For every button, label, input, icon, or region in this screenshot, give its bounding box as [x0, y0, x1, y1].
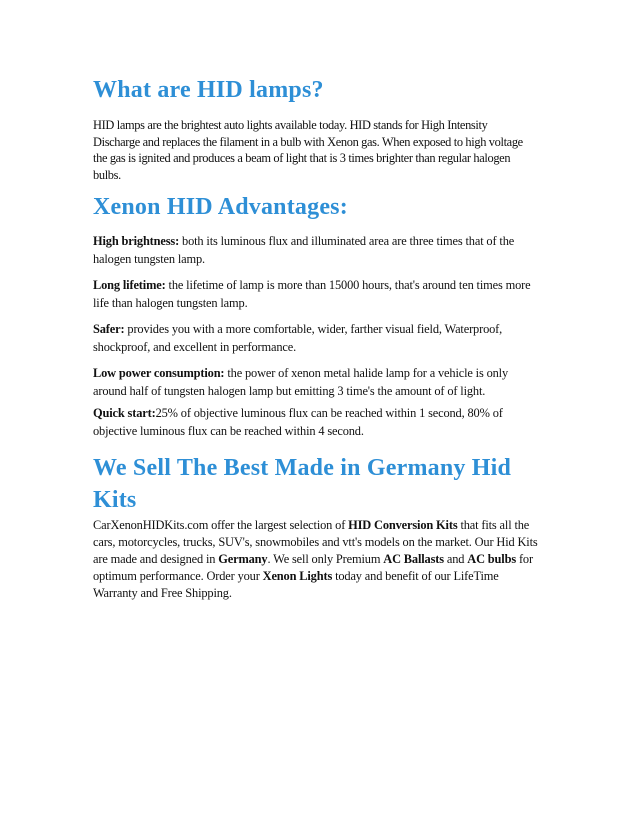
sell-bold-xenon-lights: Xenon Lights [262, 569, 333, 583]
sell-paragraph [93, 517, 541, 602]
advantage-item-lifetime [93, 277, 541, 312]
advantage-text: both its luminous flux and illuminated area are three times that of the halogen tungsten lamp. [93, 234, 515, 266]
advantage-label: Safer: [93, 322, 125, 336]
advantage-label: Quick start: [93, 406, 156, 420]
sell-bold-germany: Germany [218, 552, 268, 566]
sell-text: that fits all the cars, motorcycles, trucks, SUV's, snowmobiles and vtt's models on the market. Our Hid Kits are made and designed in [93, 518, 538, 566]
advantage-text: the lifetime of lamp is more than 15000 hours, that's around ten times more life than halogen tungsten lamp. [93, 278, 531, 310]
advantage-text: the power of xenon metal halide lamp for a vehicle is only around half of tungsten halogen lamp but emitting 3 time's the amount of of light. [93, 366, 509, 398]
advantage-item-low-power [93, 365, 541, 400]
advantage-label: Low power consumption: [93, 366, 225, 380]
advantage-text: provides you with a more comfortable, wider, farther visual field, Waterproof, shockproof, and excellent in performance. [93, 322, 503, 354]
advantage-item-quick-start [93, 405, 541, 440]
sell-bold-ac-bulbs: AC bulbs [467, 552, 516, 566]
sell-text: and [443, 552, 468, 566]
advantage-label: High brightness: [93, 234, 180, 248]
sell-text: CarXenonHIDKits.com offer the largest selection of [93, 518, 349, 532]
sell-text: today and benefit of our LifeTime Warranty and Free Shipping. [93, 569, 499, 600]
advantage-label: Long lifetime: [93, 278, 166, 292]
heading-xenon-hid-advantages: Xenon HID Advantages: [93, 194, 348, 220]
heading-what-are-hid-lamps: What are HID lamps? [93, 77, 324, 103]
heading-we-sell-the-best: We Sell The Best Made in Germany Hid Kits [93, 455, 512, 513]
sell-bold-ac-ballasts: AC Ballasts [383, 552, 444, 566]
advantage-item-brightness [93, 233, 541, 268]
advantage-item-safer [93, 321, 541, 356]
advantage-text: 25% of objective luminous flux can be reached within 1 second, 80% of objective luminous flux can be reached within 4 second. [93, 406, 503, 438]
sell-text: . We sell only Premium [267, 552, 384, 566]
intro-paragraph: HID lamps are the brightest auto lights available today. HID stands for High Intensity Discharge and replaces the filament in a bulb with Xenon gas. When exposed to high voltage the gas is ignited and produces a beam of light that is 3 times brighter than regular halogen bulbs. [93, 118, 523, 182]
sell-bold-hid-conversion-kits: HID Conversion Kits [348, 518, 458, 532]
sell-text: for optimum performance. Order your [93, 552, 533, 583]
